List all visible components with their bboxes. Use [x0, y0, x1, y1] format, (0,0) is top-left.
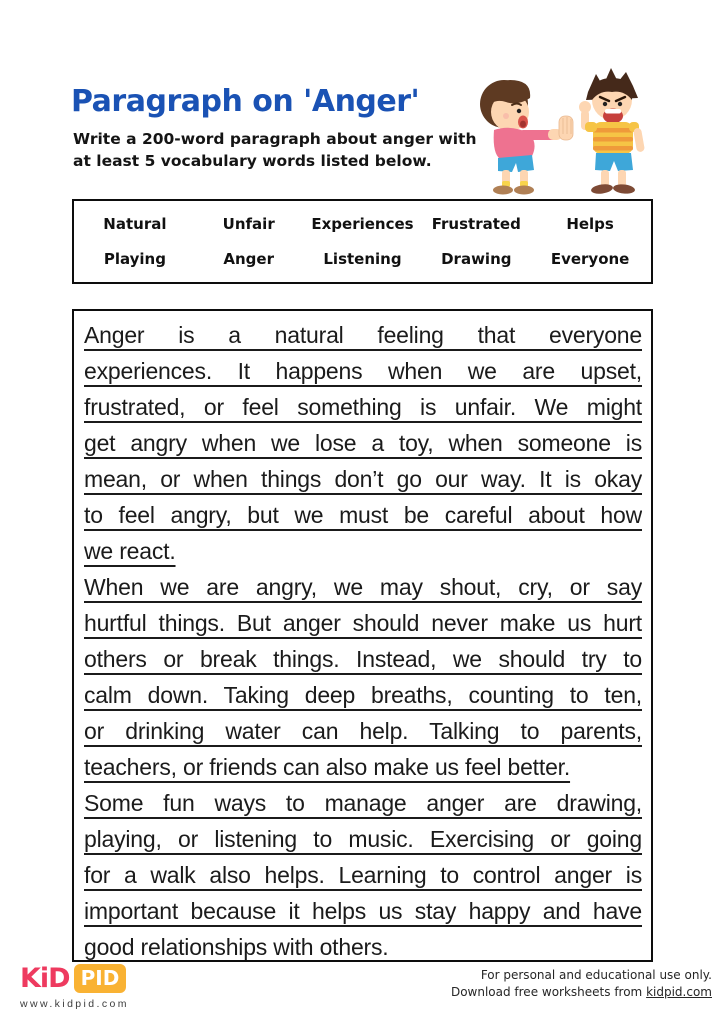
- vocab-word: Frustrated: [431, 215, 521, 234]
- paragraph-box: [72, 309, 653, 962]
- worksheet-line: good relationships with others.: [84, 934, 389, 960]
- page-title: Paragraph on 'Anger': [71, 84, 420, 119]
- usage-line-2: Download free worksheets from kidpid.com: [450, 985, 712, 999]
- logo-website-text: www.kidpid.com: [20, 998, 129, 1010]
- worksheet-line: get angry when we lose a toy, when someone is: [84, 430, 642, 456]
- kidpid-logo: [20, 963, 129, 1010]
- kidpid-link[interactable]: kidpid.com: [646, 985, 712, 999]
- logo-kid-text: KiD: [20, 963, 70, 994]
- worksheet-line: calm down. Taking deep breaths, counting to ten,: [84, 682, 642, 708]
- vocab-word: Drawing: [441, 249, 512, 268]
- worksheet-line: to feel angry, but we must be careful about how: [84, 502, 642, 528]
- usage-line-1: For personal and educational use only.: [480, 968, 712, 982]
- vocab-word: Listening: [323, 249, 402, 268]
- kids-arguing-illustration: [452, 58, 668, 196]
- scared-boy: [480, 80, 573, 195]
- worksheet-line: we react.: [84, 538, 176, 564]
- worksheet-line: or drinking water can help. Talking to parents,: [84, 718, 642, 744]
- worksheet-line: Anger is a natural feeling that everyone: [84, 322, 642, 348]
- instructions-line-2: at least 5 vocabulary words listed below.: [73, 152, 432, 170]
- worksheet-line: hurtful things. But anger should never make us hurt: [84, 610, 642, 636]
- worksheet-line: important because it helps us stay happy and have: [84, 898, 642, 924]
- vocabulary-box: [72, 199, 653, 284]
- worksheet-line: playing, or listening to music. Exercising or going: [84, 826, 642, 852]
- worksheet-line: frustrated, or feel something is unfair. We might: [84, 394, 642, 420]
- worksheet-line: When we are angry, we may shout, cry, or say: [84, 574, 642, 600]
- vocab-word: Natural: [103, 215, 167, 234]
- vocab-word: Everyone: [550, 249, 630, 268]
- vocab-word: Experiences: [311, 215, 414, 234]
- worksheet-line: experiences. It happens when we are upset,: [84, 358, 642, 384]
- angry-boy: [579, 68, 645, 195]
- worksheet-line: mean, or when things don’t go our way. It is okay: [84, 466, 642, 492]
- logo-pid-badge: PID: [74, 964, 127, 993]
- worksheet-line: for a walk also helps. Learning to control anger is: [84, 862, 642, 888]
- usage-note: [451, 967, 712, 1001]
- vocab-word: Anger: [223, 249, 274, 268]
- instructions-line-1: Write a 200-word paragraph about anger with: [73, 130, 477, 148]
- worksheet-line: Some fun ways to manage anger are drawing,: [84, 790, 642, 816]
- vocab-word: Helps: [566, 215, 614, 234]
- worksheet-line: teachers, or friends can also make us feel better.: [84, 754, 571, 780]
- worksheet-line: others or break things. Instead, we should try to: [84, 646, 642, 672]
- instructions: [73, 128, 477, 172]
- vocab-word: Unfair: [222, 215, 275, 234]
- vocab-word: Playing: [103, 249, 166, 268]
